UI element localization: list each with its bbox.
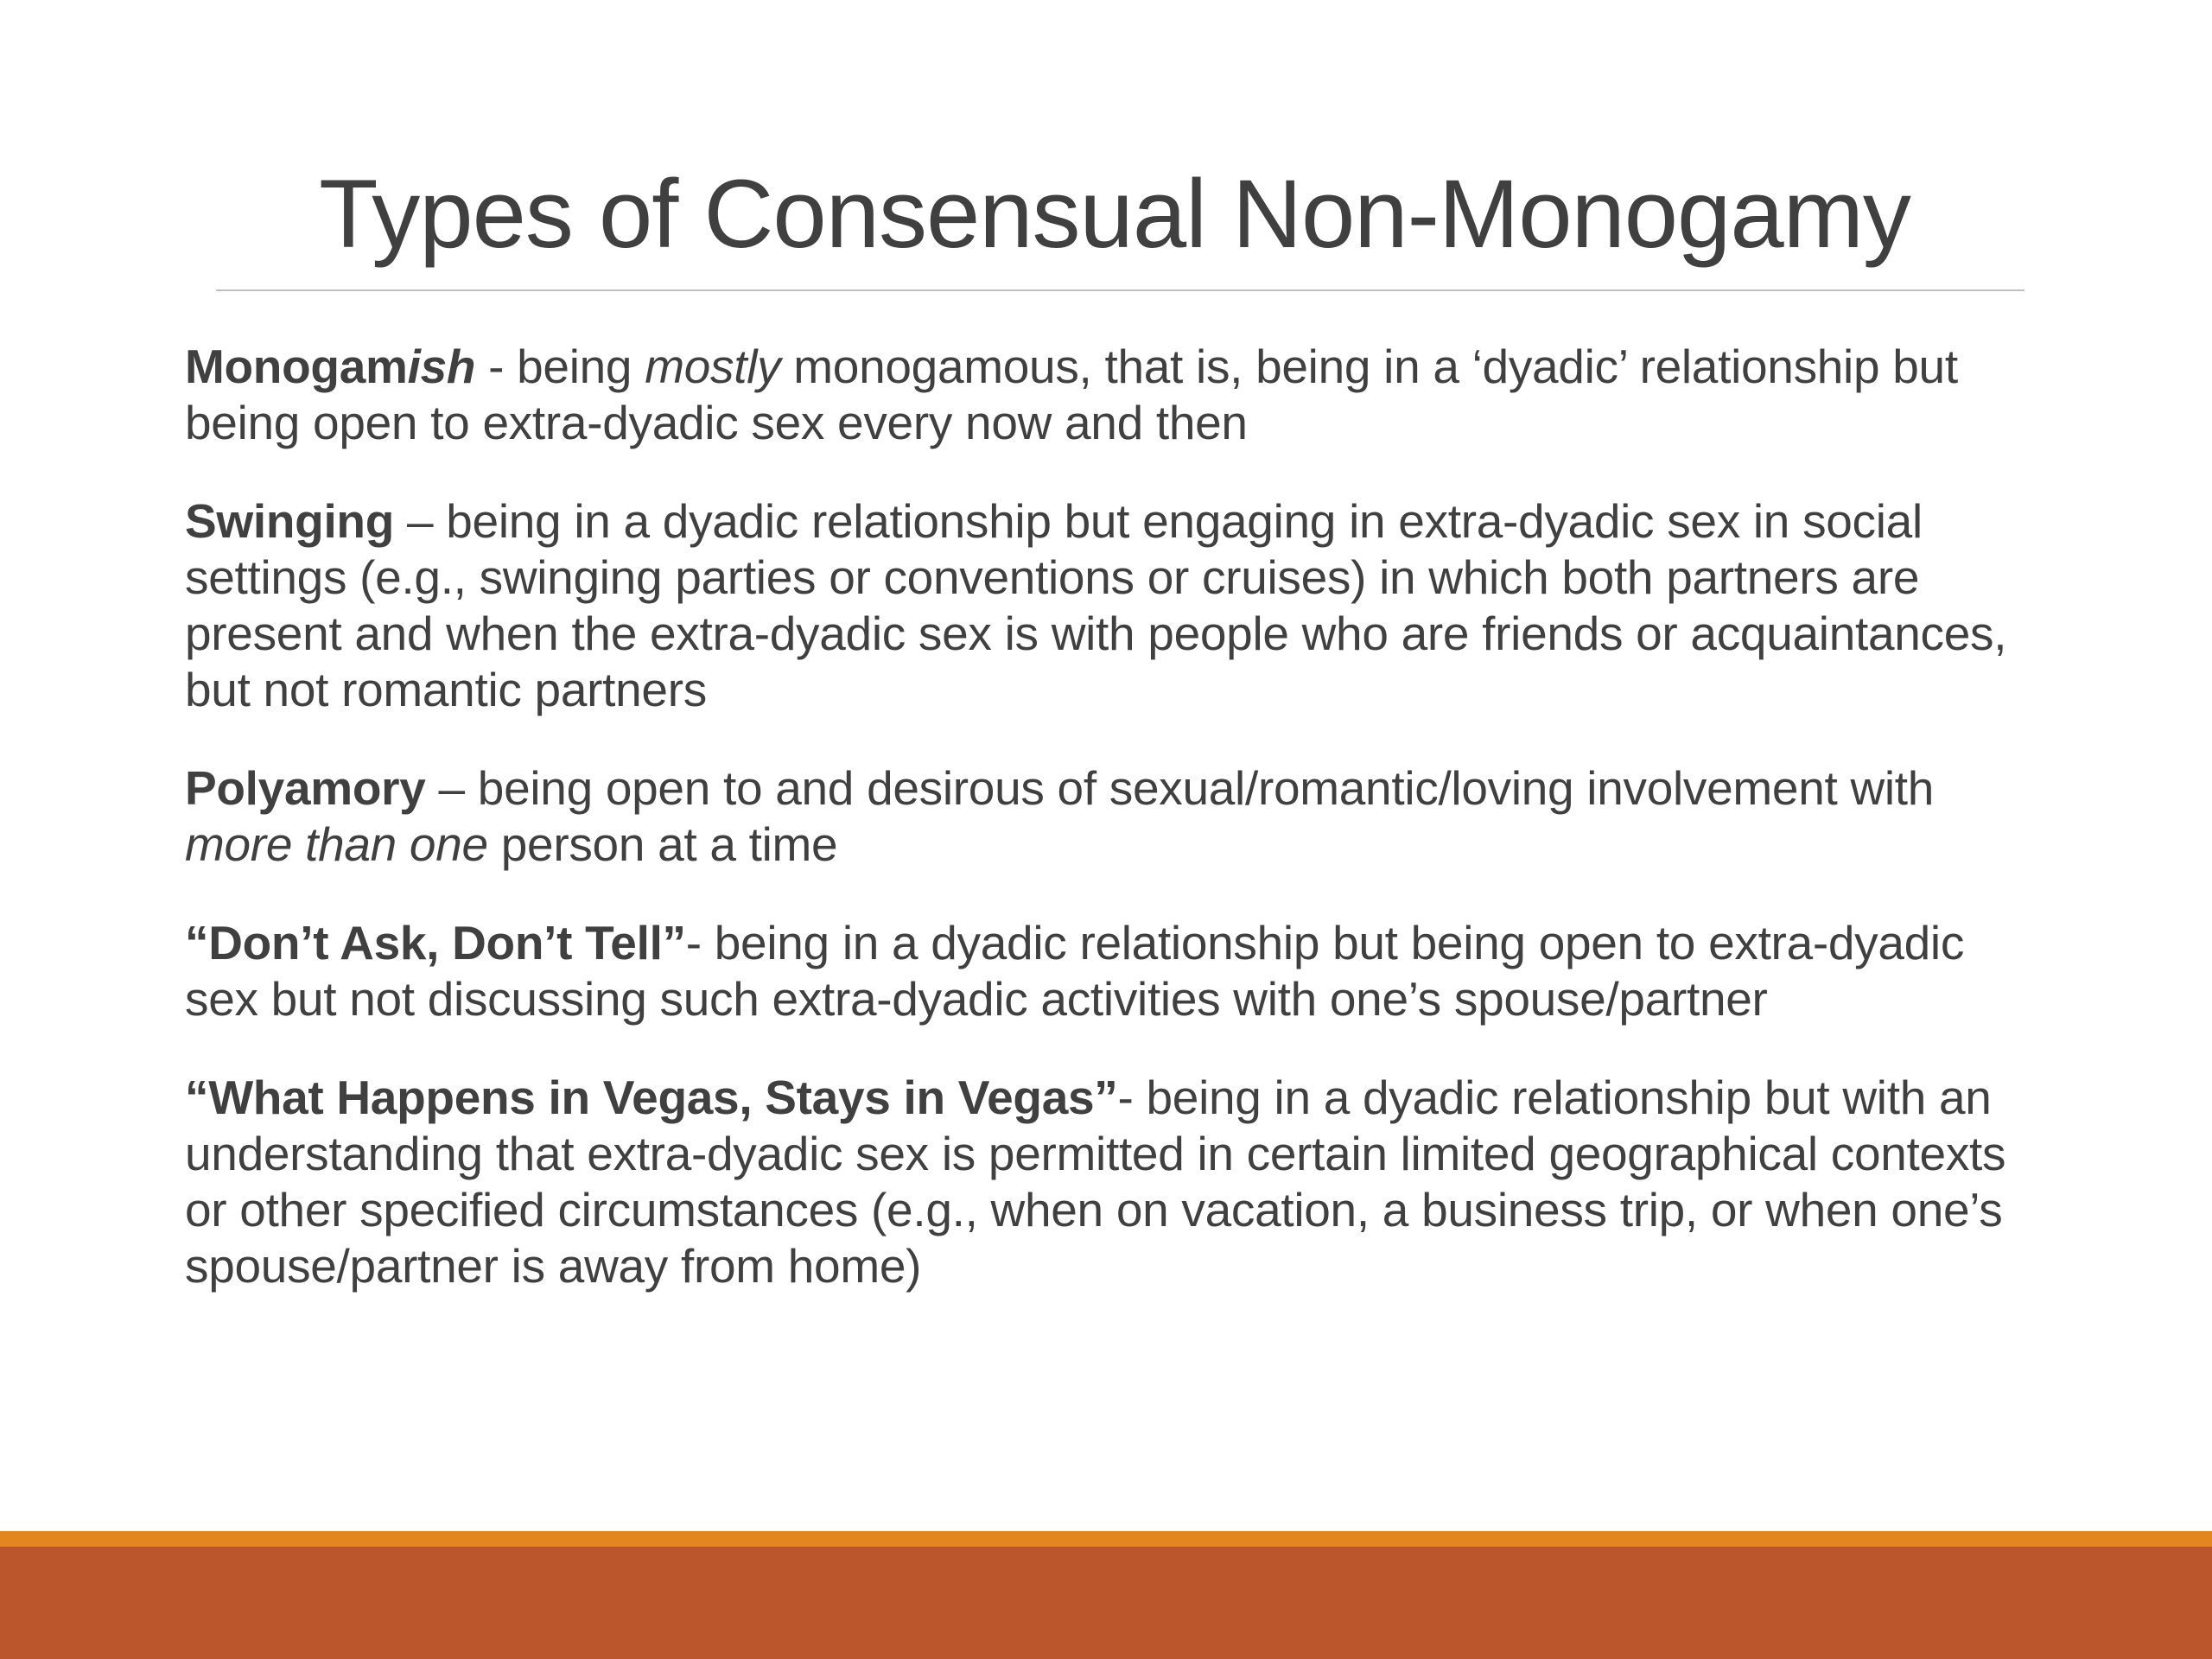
title-divider <box>216 289 2024 291</box>
item-description: - being in a dyadic relationship but being open to extra-dyadic sex but not discussing such extra-dyadic activities with one’s spouse/partner <box>185 916 1965 1026</box>
item-emphasis: more than one <box>185 817 488 871</box>
item-description: - being <box>475 340 645 393</box>
footer-accent-stripe <box>0 1531 2212 1547</box>
item-description: – being open to and desirous of sexual/romantic/loving involvement with <box>425 761 1935 815</box>
item-description: person at a time <box>487 817 838 871</box>
item-term: Monogamish <box>185 340 476 393</box>
item-polyamory <box>185 760 2025 873</box>
item-monogamish <box>185 339 2025 451</box>
item-description: - being in a dyadic relationship but with an understanding that extra-dyadic sex is permitted in certain limited geographical contexts or other specified circumstances (e.g., when on vacation, a business trip, or when one’s spouse/partner is away from home) <box>185 1071 2006 1293</box>
slide-body <box>185 339 2025 1337</box>
item-what-happens-in-vegas <box>185 1070 2025 1294</box>
slide-title: Types of Consensual Non-Monogamy <box>319 160 1910 268</box>
item-dont-ask-dont-tell <box>185 915 2025 1027</box>
item-swinging <box>185 493 2025 718</box>
item-term: Polyamory <box>185 761 426 815</box>
item-term: “Don’t Ask, Don’t Tell” <box>185 916 686 969</box>
item-emphasis: mostly <box>645 340 781 393</box>
item-term: “What Happens in Vegas, Stays in Vegas” <box>185 1071 1118 1124</box>
item-term: Swinging <box>185 494 395 548</box>
item-description: monogamous, that is, being in a ‘dyadic’ relationship but being open to extra-dyadic sex every now and then <box>185 340 1958 449</box>
footer-band <box>0 1547 2212 1659</box>
item-description: – being in a dyadic relationship but engaging in extra-dyadic sex in social settings (e.g., swinging parties or conventions or cruises) in which both partners are present and when the extra-dyadic sex is with people who are friends or acquaintances, but not romantic partners <box>185 494 2007 716</box>
